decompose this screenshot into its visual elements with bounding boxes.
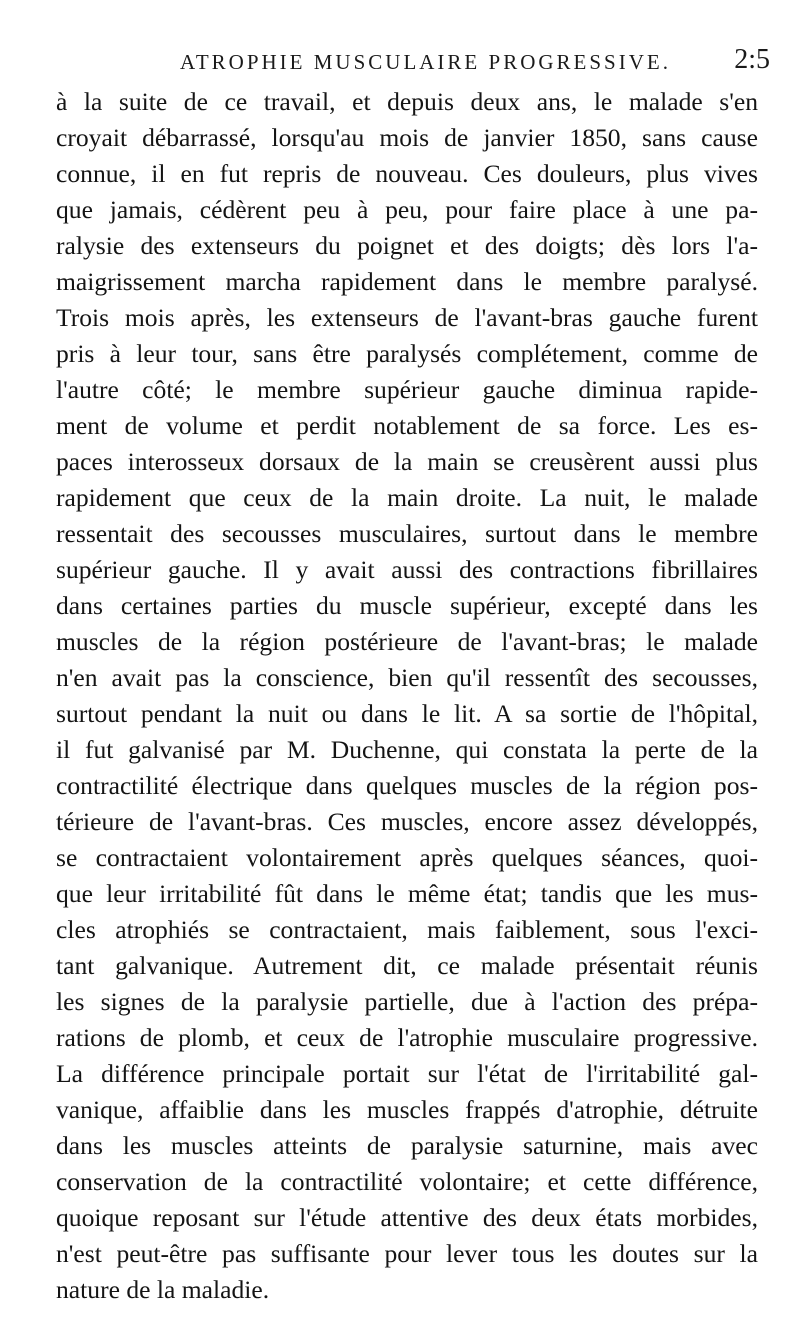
- text-line: surtout pendant la nuit ou dans le lit. A sa sortie de l'hôpital,: [56, 699, 758, 728]
- text-line: connue, il en fut repris de nouveau. Ces douleurs, plus vives: [56, 159, 758, 188]
- text-line: maigrissement marcha rapidement dans le membre paralysé.: [56, 267, 758, 296]
- text-line: quoique reposant sur l'étude attentive des deux états morbides,: [56, 1203, 758, 1232]
- text-line: l'autre côté; le membre supérieur gauche diminua rapide-: [56, 375, 758, 404]
- text-line: ressentait des secousses musculaires, surtout dans le membre: [56, 519, 758, 548]
- text-line: dans certaines parties du muscle supérieur, excepté dans les: [56, 591, 758, 620]
- text-line: croyait débarrassé, lorsqu'au mois de janvier 1850, sans cause: [56, 123, 758, 152]
- text-line: il fut galvanisé par M. Duchenne, qui constata la perte de la: [56, 735, 758, 764]
- text-line: Trois mois après, les extenseurs de l'avant-bras gauche furent: [56, 303, 758, 332]
- text-line: muscles de la région postérieure de l'avant-bras; le malade: [56, 627, 758, 656]
- text-line: rapidement que ceux de la main droite. La nuit, le malade: [56, 483, 758, 512]
- page-number: 2:5: [734, 44, 770, 75]
- text-line: se contractaient volontairement après quelques séances, quoi-: [56, 843, 758, 872]
- text-line: contractilité électrique dans quelques muscles de la région pos-: [56, 771, 758, 800]
- text-line: n'en avait pas la conscience, bien qu'il ressentît des secousses,: [56, 663, 758, 692]
- text-line: tant galvanique. Autrement dit, ce malade présentait réunis: [56, 951, 758, 980]
- text-line: ment de volume et perdit notablement de sa force. Les es-: [56, 411, 758, 440]
- text-line: que jamais, cédèrent peu à peu, pour faire place à une pa-: [56, 195, 758, 224]
- text-line: nature de la maladie.: [56, 1275, 270, 1304]
- text-line: ralysie des extenseurs du poignet et des doigts; dès lors l'a-: [56, 231, 758, 260]
- text-line: vanique, affaiblie dans les muscles frappés d'atrophie, détruite: [56, 1095, 758, 1124]
- text-line: cles atrophiés se contractaient, mais faiblement, sous l'exci-: [56, 915, 758, 944]
- text-line: supérieur gauche. Il y avait aussi des contractions fibrillaires: [56, 555, 758, 584]
- body-text: [56, 84, 758, 1308]
- text-line: paces interosseux dorsaux de la main se creusèrent aussi plus: [56, 447, 758, 476]
- text-line: La différence principale portait sur l'état de l'irritabilité gal-: [56, 1059, 758, 1088]
- text-line: n'est peut-être pas suffisante pour lever tous les doutes sur la: [56, 1239, 758, 1268]
- text-line: les signes de la paralysie partielle, due à l'action des prépa-: [56, 987, 758, 1016]
- text-line: pris à leur tour, sans être paralysés complétement, comme de: [56, 339, 758, 368]
- text-line: térieure de l'avant-bras. Ces muscles, encore assez développés,: [56, 807, 758, 836]
- text-line: que leur irritabilité fût dans le même état; tandis que les mus-: [56, 879, 758, 908]
- text-line: rations de plomb, et ceux de l'atrophie musculaire progressive.: [56, 1023, 758, 1052]
- text-line: conservation de la contractilité volontaire; et cette différence,: [56, 1167, 758, 1196]
- running-title: ATROPHIE MUSCULAIRE PROGRESSIVE.: [180, 50, 671, 74]
- text-line: à la suite de ce travail, et depuis deux ans, le malade s'en: [56, 87, 758, 116]
- page-header: [0, 42, 800, 82]
- text-line: dans les muscles atteints de paralysie saturnine, mais avec: [56, 1131, 758, 1160]
